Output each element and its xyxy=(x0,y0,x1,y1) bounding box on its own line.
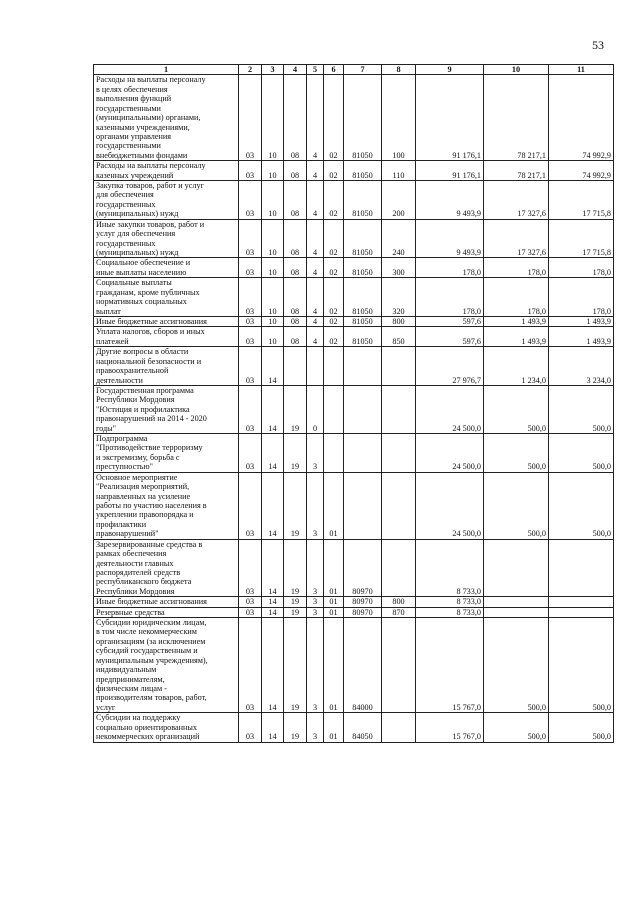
amount-cell: 91 176,1 xyxy=(416,75,484,161)
amount-cell: 178,0 xyxy=(549,258,614,278)
column-header: 7 xyxy=(344,65,382,75)
code-cell: 84000 xyxy=(344,618,382,713)
column-header: 11 xyxy=(549,65,614,75)
code-cell xyxy=(344,347,382,386)
code-cell: 14 xyxy=(262,347,284,386)
code-cell: 14 xyxy=(262,434,284,473)
code-cell: 4 xyxy=(307,278,324,317)
code-cell xyxy=(382,618,416,713)
amount-cell: 91 176,1 xyxy=(416,161,484,181)
code-cell: 800 xyxy=(382,597,416,607)
amount-cell: 27 976,7 xyxy=(416,347,484,386)
code-cell: 03 xyxy=(239,472,262,539)
code-cell xyxy=(307,347,324,386)
row-name-cell: Социальные выплаты гражданам, кроме публичных нормативных социальных выплат xyxy=(94,278,239,317)
row-name-cell: Основное мероприятие "Реализация мероприятий, направленных на усиление работы по участию населения в укреплении правопорядка и профилактики правонарушений" xyxy=(94,472,239,539)
amount-cell: 500,0 xyxy=(549,713,614,742)
table-row xyxy=(94,385,614,433)
code-cell xyxy=(284,347,307,386)
code-cell: 81050 xyxy=(344,181,382,220)
code-cell: 03 xyxy=(239,607,262,617)
row-name-cell: Зарезервированные средства в рамках обеспечения деятельности главных распорядителей средств республиканского бюджета Республики Мордовия xyxy=(94,539,239,597)
amount-cell: 17 715,8 xyxy=(549,219,614,258)
code-cell: 81050 xyxy=(344,258,382,278)
column-header: 6 xyxy=(324,65,344,75)
code-cell: 3 xyxy=(307,607,324,617)
amount-cell: 17 327,6 xyxy=(484,219,549,258)
amount-cell: 178,0 xyxy=(484,278,549,317)
code-cell: 08 xyxy=(284,219,307,258)
amount-cell: 500,0 xyxy=(484,618,549,713)
code-cell: 08 xyxy=(284,181,307,220)
amount-cell: 500,0 xyxy=(549,434,614,473)
code-cell: 81050 xyxy=(344,219,382,258)
code-cell: 81050 xyxy=(344,316,382,326)
amount-cell: 500,0 xyxy=(549,385,614,433)
amount-cell: 500,0 xyxy=(549,472,614,539)
amount-cell: 15 767,0 xyxy=(416,713,484,742)
table-row xyxy=(94,618,614,713)
row-name-cell: Расходы на выплаты персоналу казенных учреждений xyxy=(94,161,239,181)
row-name-cell: Уплата налогов, сборов и иных платежей xyxy=(94,327,239,347)
amount-cell: 500,0 xyxy=(484,713,549,742)
amount-cell: 3 234,0 xyxy=(549,347,614,386)
table-row xyxy=(94,539,614,597)
code-cell: 03 xyxy=(239,316,262,326)
code-cell: 08 xyxy=(284,327,307,347)
code-cell: 320 xyxy=(382,278,416,317)
column-header: 1 xyxy=(94,65,239,75)
row-name-cell: Субсидии на поддержку социально ориентированных некоммерческих организаций xyxy=(94,713,239,742)
table-row xyxy=(94,327,614,347)
code-cell: 81050 xyxy=(344,75,382,161)
code-cell: 03 xyxy=(239,278,262,317)
code-cell: 08 xyxy=(284,258,307,278)
code-cell: 08 xyxy=(284,316,307,326)
code-cell: 01 xyxy=(324,472,344,539)
code-cell: 10 xyxy=(262,278,284,317)
amount-cell: 500,0 xyxy=(484,472,549,539)
code-cell: 10 xyxy=(262,327,284,347)
code-cell: 10 xyxy=(262,219,284,258)
code-cell: 19 xyxy=(284,597,307,607)
code-cell: 10 xyxy=(262,258,284,278)
code-cell: 4 xyxy=(307,327,324,347)
code-cell: 01 xyxy=(324,539,344,597)
amount-cell: 15 767,0 xyxy=(416,618,484,713)
amount-cell: 24 500,0 xyxy=(416,434,484,473)
code-cell: 03 xyxy=(239,434,262,473)
code-cell: 84050 xyxy=(344,713,382,742)
amount-cell: 9 493,9 xyxy=(416,181,484,220)
code-cell: 80970 xyxy=(344,607,382,617)
code-cell: 02 xyxy=(324,181,344,220)
code-cell: 03 xyxy=(239,327,262,347)
table-row xyxy=(94,278,614,317)
code-cell: 03 xyxy=(239,181,262,220)
row-name-cell: Субсидии юридическим лицам, в том числе некоммерческим организациям (за исключением субсидий государственным и муниципальным учреждениям), индивидуальным предпринимателям, физическим лицам - производителям товаров, работ, услуг xyxy=(94,618,239,713)
amount-cell: 1 234,0 xyxy=(484,347,549,386)
row-name-cell: Иные бюджетные ассигнования xyxy=(94,316,239,326)
code-cell: 03 xyxy=(239,347,262,386)
code-cell: 3 xyxy=(307,434,324,473)
code-cell xyxy=(382,347,416,386)
code-cell: 81050 xyxy=(344,161,382,181)
table-row xyxy=(94,347,614,386)
code-cell xyxy=(324,347,344,386)
column-header: 8 xyxy=(382,65,416,75)
amount-cell xyxy=(549,539,614,597)
code-cell xyxy=(324,434,344,473)
code-cell: 03 xyxy=(239,161,262,181)
code-cell: 10 xyxy=(262,75,284,161)
amount-cell: 178,0 xyxy=(416,258,484,278)
code-cell: 19 xyxy=(284,618,307,713)
table-row xyxy=(94,434,614,473)
code-cell xyxy=(324,385,344,433)
code-cell: 14 xyxy=(262,618,284,713)
code-cell xyxy=(382,713,416,742)
amount-cell: 500,0 xyxy=(549,618,614,713)
amount-cell: 500,0 xyxy=(484,434,549,473)
amount-cell: 597,6 xyxy=(416,327,484,347)
code-cell: 80970 xyxy=(344,539,382,597)
column-header: 4 xyxy=(284,65,307,75)
code-cell: 110 xyxy=(382,161,416,181)
code-cell: 02 xyxy=(324,278,344,317)
code-cell: 3 xyxy=(307,539,324,597)
amount-cell: 1 493,9 xyxy=(484,327,549,347)
code-cell: 14 xyxy=(262,539,284,597)
row-name-cell: Подпрограмма "Противодействие терроризму и экстремизму, борьба с преступностью" xyxy=(94,434,239,473)
code-cell: 3 xyxy=(307,713,324,742)
code-cell: 14 xyxy=(262,713,284,742)
column-header: 10 xyxy=(484,65,549,75)
code-cell: 10 xyxy=(262,181,284,220)
row-name-cell: Государственная программа Республики Мордовия "Юстиция и профилактика правонарушений на 2014 - 2020 годы" xyxy=(94,385,239,433)
code-cell: 4 xyxy=(307,181,324,220)
amount-cell: 8 733,0 xyxy=(416,539,484,597)
code-cell: 03 xyxy=(239,219,262,258)
code-cell xyxy=(344,434,382,473)
amount-cell: 78 217,1 xyxy=(484,75,549,161)
page-number: 53 xyxy=(592,38,604,52)
code-cell: 03 xyxy=(239,713,262,742)
code-cell: 08 xyxy=(284,75,307,161)
code-cell: 100 xyxy=(382,75,416,161)
amount-cell: 178,0 xyxy=(484,258,549,278)
table-row xyxy=(94,161,614,181)
amount-cell: 17 715,8 xyxy=(549,181,614,220)
code-cell xyxy=(344,472,382,539)
code-cell xyxy=(344,385,382,433)
amount-cell: 8 733,0 xyxy=(416,607,484,617)
amount-cell xyxy=(549,597,614,607)
code-cell: 14 xyxy=(262,607,284,617)
code-cell: 03 xyxy=(239,75,262,161)
column-header: 9 xyxy=(416,65,484,75)
code-cell: 4 xyxy=(307,75,324,161)
column-header: 3 xyxy=(262,65,284,75)
row-name-cell: Иные закупки товаров, работ и услуг для обеспечения государственных (муниципальных) нужд xyxy=(94,219,239,258)
amount-cell: 24 500,0 xyxy=(416,472,484,539)
amount-cell: 178,0 xyxy=(416,278,484,317)
amount-cell: 17 327,6 xyxy=(484,181,549,220)
amount-cell: 500,0 xyxy=(484,385,549,433)
code-cell: 02 xyxy=(324,219,344,258)
amount-cell xyxy=(549,607,614,617)
row-name-cell: Резервные средства xyxy=(94,607,239,617)
code-cell: 19 xyxy=(284,472,307,539)
amount-cell: 78 217,1 xyxy=(484,161,549,181)
amount-cell: 9 493,9 xyxy=(416,219,484,258)
code-cell: 03 xyxy=(239,618,262,713)
code-cell xyxy=(382,472,416,539)
code-cell: 80970 xyxy=(344,597,382,607)
code-cell: 4 xyxy=(307,219,324,258)
code-cell: 08 xyxy=(284,161,307,181)
amount-cell: 74 992,9 xyxy=(549,161,614,181)
amount-cell xyxy=(484,607,549,617)
code-cell: 19 xyxy=(284,385,307,433)
amount-cell: 8 733,0 xyxy=(416,597,484,607)
table-row xyxy=(94,713,614,742)
code-cell xyxy=(382,434,416,473)
amount-cell: 74 992,9 xyxy=(549,75,614,161)
budget-table xyxy=(93,64,614,743)
code-cell: 4 xyxy=(307,258,324,278)
amount-cell: 24 500,0 xyxy=(416,385,484,433)
code-cell: 850 xyxy=(382,327,416,347)
code-cell: 3 xyxy=(307,472,324,539)
code-cell: 0 xyxy=(307,385,324,433)
code-cell: 02 xyxy=(324,258,344,278)
code-cell: 81050 xyxy=(344,278,382,317)
code-cell: 10 xyxy=(262,161,284,181)
code-cell: 19 xyxy=(284,607,307,617)
amount-cell: 1 493,9 xyxy=(549,327,614,347)
row-name-cell: Расходы на выплаты персоналу в целях обеспечения выполнения функций государственными (муниципальными) органами, казенными учреждениями, органами управления государственными внебюджетными фондами xyxy=(94,75,239,161)
table-row xyxy=(94,597,614,607)
amount-cell xyxy=(484,597,549,607)
code-cell: 14 xyxy=(262,597,284,607)
code-cell: 4 xyxy=(307,161,324,181)
code-cell: 02 xyxy=(324,327,344,347)
table-row xyxy=(94,75,614,161)
code-cell: 3 xyxy=(307,618,324,713)
code-cell: 01 xyxy=(324,713,344,742)
table-row xyxy=(94,258,614,278)
code-cell: 4 xyxy=(307,316,324,326)
amount-cell: 597,6 xyxy=(416,316,484,326)
code-cell: 01 xyxy=(324,607,344,617)
table-row xyxy=(94,316,614,326)
table-row xyxy=(94,181,614,220)
code-cell: 01 xyxy=(324,597,344,607)
code-cell: 14 xyxy=(262,385,284,433)
code-cell: 3 xyxy=(307,597,324,607)
code-cell: 240 xyxy=(382,219,416,258)
code-cell xyxy=(382,385,416,433)
table-row xyxy=(94,607,614,617)
column-header: 5 xyxy=(307,65,324,75)
amount-cell: 1 493,9 xyxy=(549,316,614,326)
amount-cell xyxy=(484,539,549,597)
code-cell: 81050 xyxy=(344,327,382,347)
code-cell: 870 xyxy=(382,607,416,617)
code-cell: 08 xyxy=(284,278,307,317)
table-header-row xyxy=(94,65,614,75)
code-cell: 19 xyxy=(284,713,307,742)
code-cell: 02 xyxy=(324,316,344,326)
row-name-cell: Закупка товаров, работ и услуг для обеспечения государственных (муниципальных) нужд xyxy=(94,181,239,220)
code-cell: 19 xyxy=(284,434,307,473)
column-header: 2 xyxy=(239,65,262,75)
row-name-cell: Социальное обеспечение и иные выплаты населению xyxy=(94,258,239,278)
amount-cell: 178,0 xyxy=(549,278,614,317)
code-cell: 03 xyxy=(239,258,262,278)
code-cell: 10 xyxy=(262,316,284,326)
amount-cell: 1 493,9 xyxy=(484,316,549,326)
table-row xyxy=(94,219,614,258)
code-cell: 03 xyxy=(239,385,262,433)
code-cell: 19 xyxy=(284,539,307,597)
code-cell: 800 xyxy=(382,316,416,326)
code-cell: 03 xyxy=(239,597,262,607)
code-cell: 03 xyxy=(239,539,262,597)
code-cell xyxy=(382,539,416,597)
row-name-cell: Другие вопросы в области национальной безопасности и правоохранительной деятельности xyxy=(94,347,239,386)
row-name-cell: Иные бюджетные ассигнования xyxy=(94,597,239,607)
code-cell: 01 xyxy=(324,618,344,713)
code-cell: 02 xyxy=(324,75,344,161)
code-cell: 02 xyxy=(324,161,344,181)
code-cell: 200 xyxy=(382,181,416,220)
code-cell: 300 xyxy=(382,258,416,278)
code-cell: 14 xyxy=(262,472,284,539)
table-row xyxy=(94,472,614,539)
